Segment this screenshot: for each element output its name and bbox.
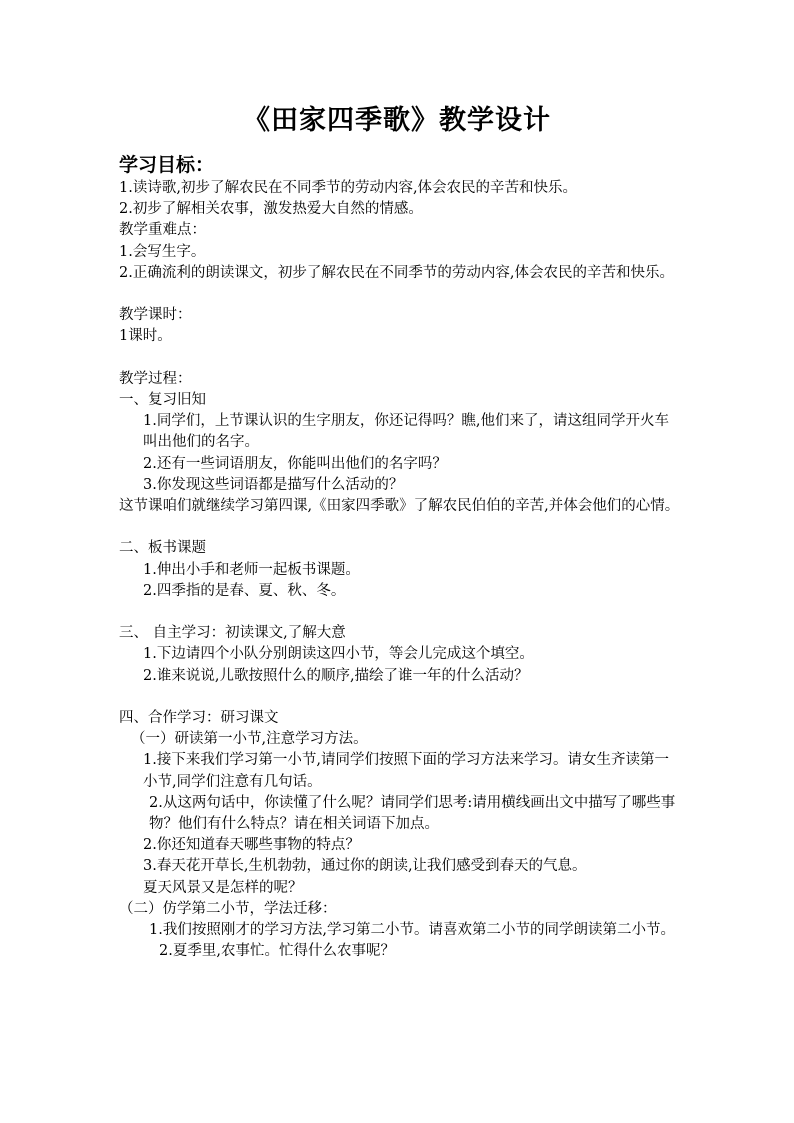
paragraph: 1.我们按照刚才的学习方法,学习第二小节。请喜欢第二小节的同学朗读第二小节。 — [149, 922, 675, 939]
paragraph: 1.下边请四个小队分别朗读这四小节，等会儿完成这个填空。 — [143, 646, 534, 663]
paragraph: 1.读诗歌,初步了解农民在不同季节的劳动内容,体会农民的辛苦和快乐。 — [119, 180, 578, 196]
section-heading: 一、复习旧知 — [119, 392, 206, 408]
paragraph: 夏天风景又是怎样的呢？ — [143, 879, 303, 896]
section-label: 教学重难点： — [119, 222, 206, 239]
section-heading: 四、合作学习：研习课文 — [119, 710, 279, 726]
paragraph: 这节课咱们就继续学习第四课,《田家四季歌》了解农民伯伯的辛苦,并体会他们的心情。 — [119, 498, 680, 515]
section-heading: 三、 自主学习：初读课文,了解大意 — [119, 625, 346, 642]
paragraph: 2.从这两句话中，你读懂了什么呢？请同学们思考:请用横线画出文中描写了哪些事物？他们有什么特点？请在相关词语下加点。 — [149, 794, 676, 833]
paragraph: 1.伸出小手和老师一起板书课题。 — [143, 561, 360, 578]
subsection-heading: （二）仿学第二小节，学法迁移： — [119, 900, 337, 917]
paragraph: 2.初步了解相关农事，激发热爱大自然的情感。 — [119, 201, 423, 218]
paragraph: 2.还有一些词语朋友，你能叫出他们的名字吗？ — [143, 455, 447, 472]
section-label: 教学课时： — [119, 307, 192, 324]
paragraph: 1.会写生字。 — [119, 243, 206, 260]
document-title: 《田家四季歌》教学设计 — [243, 105, 551, 136]
paragraph: 2.夏季里,农事忙。忙得什么农事呢？ — [159, 943, 395, 960]
paragraph: 2.四季指的是春、夏、秋、冬。 — [143, 582, 346, 599]
paragraph: 3.你发现这些词语都是描写什么活动的？ — [143, 476, 404, 493]
paragraph: 3.春天花开草长,生机勃勃，通过你的朗读,让我们感受到春天的气息。 — [143, 858, 587, 875]
blank-line — [119, 348, 683, 369]
section-heading: 二、板书课题 — [119, 540, 206, 557]
paragraph: 2.谁来说说,儿歌按照什么的顺序,描绘了谁一年的什么活动？ — [143, 667, 529, 684]
paragraph: 2.正确流利的朗读课文，初步了解农民在不同季节的劳动内容,体会农民的辛苦和快乐。 — [119, 264, 674, 281]
section-label: 教学过程： — [119, 370, 192, 387]
subsection-heading: （一）研读第一小节,注意学习方法。 — [131, 731, 368, 748]
paragraph: 1课时。 — [119, 328, 172, 345]
blank-line — [119, 517, 683, 538]
paragraph: 1.接下来我们学习第一小节,请同学们按照下面的学习方法来学习。请女生齐读第一小节,同学们注意有几句话。 — [143, 752, 669, 790]
blank-line — [119, 687, 683, 708]
objectives-heading: 学习目标： — [119, 154, 215, 176]
blank-line — [119, 602, 683, 623]
document-body — [119, 178, 683, 962]
paragraph: 2.你还知道春天哪些事物的特点？ — [143, 837, 360, 854]
blank-line — [119, 284, 683, 305]
paragraph: 1.同学们，上节课认识的生字朋友，你还记得吗？瞧,他们来了，请这组同学开火车叫出他们的名字。 — [143, 413, 669, 451]
